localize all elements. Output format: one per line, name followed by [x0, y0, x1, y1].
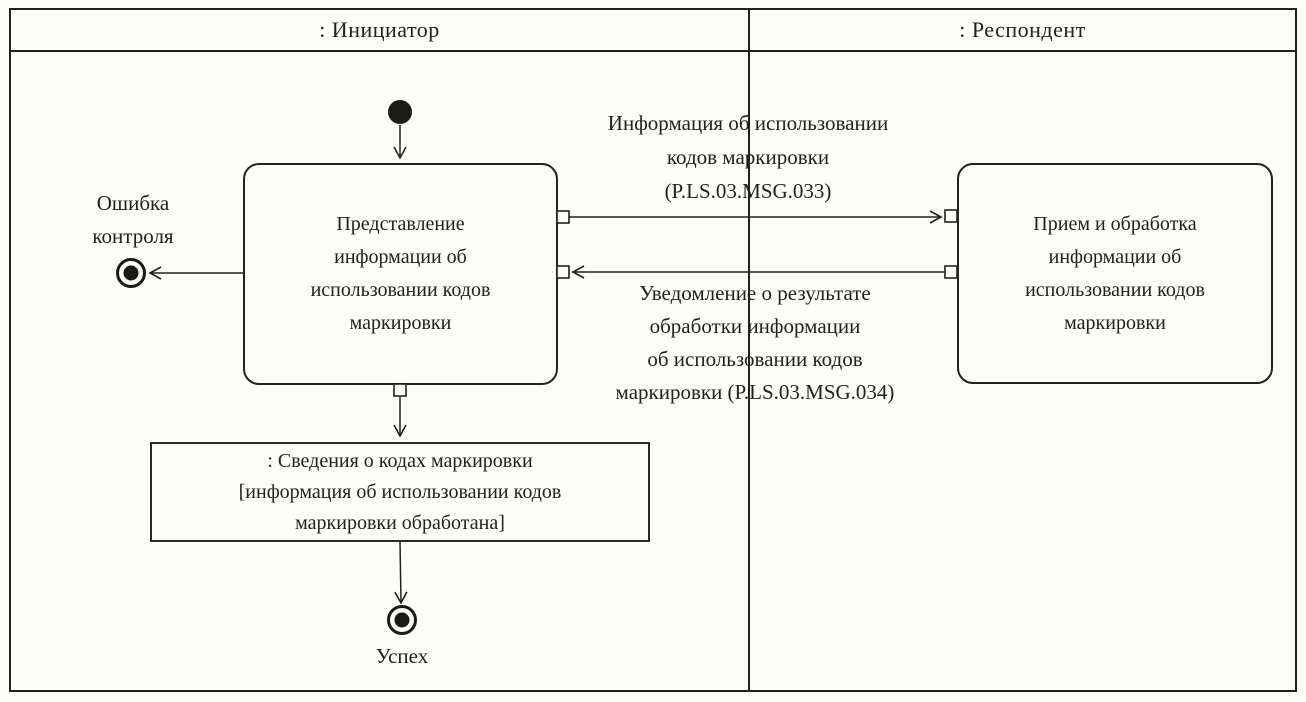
text-line: Уведомление о результате [639, 281, 871, 305]
activity-present-info-text [311, 208, 491, 340]
text-line: Ошибка [96, 191, 170, 215]
text-line: (P.LS.03.MSG.033) [664, 179, 832, 203]
activity-receive-process-info-text [1025, 208, 1205, 340]
text-line: Представление [336, 213, 465, 235]
error-final-label [58, 187, 208, 253]
message-label-request [548, 106, 948, 208]
message-request-text [548, 106, 948, 208]
message-response-text [555, 277, 955, 409]
text-line: информации об [334, 246, 467, 268]
lane-header-initiator-label: : Инициатор [319, 17, 440, 42]
text-line: использовании кодов [310, 279, 491, 301]
text-line: обработки информации [649, 314, 861, 338]
text-line: маркировки обработана] [295, 511, 505, 534]
message-label-response [555, 277, 955, 409]
lane-header-initiator [11, 10, 748, 50]
text-line: маркировки [1064, 311, 1166, 334]
object-node-text [239, 446, 562, 539]
text-line: использовании кодов [1025, 278, 1205, 301]
text-line: Прием и обработка [1033, 212, 1197, 235]
text-line: Успех [375, 644, 429, 668]
text-line: [информация об использовании кодов [238, 480, 562, 503]
text-line: Информация об использовании [607, 111, 889, 135]
text-line: об использовании кодов [647, 347, 863, 371]
lane-header-respondent [750, 10, 1295, 50]
error-final-text [58, 187, 208, 253]
activity-present-info [243, 163, 558, 385]
text-line: : Сведения о кодах маркировки [267, 449, 533, 472]
text-line: маркировки [349, 312, 452, 334]
success-final-label [327, 640, 477, 673]
lane-header-respondent-label: : Респондент [959, 17, 1086, 42]
text-line: кодов маркировки [666, 145, 830, 169]
lane-header-separator [9, 50, 1297, 52]
text-line: маркировки (P.LS.03.MSG.034) [615, 380, 895, 404]
activity-receive-process-info [957, 163, 1273, 384]
object-node-marking-codes [150, 442, 650, 542]
text-line: информации об [1048, 245, 1182, 268]
text-line: контроля [92, 224, 174, 248]
